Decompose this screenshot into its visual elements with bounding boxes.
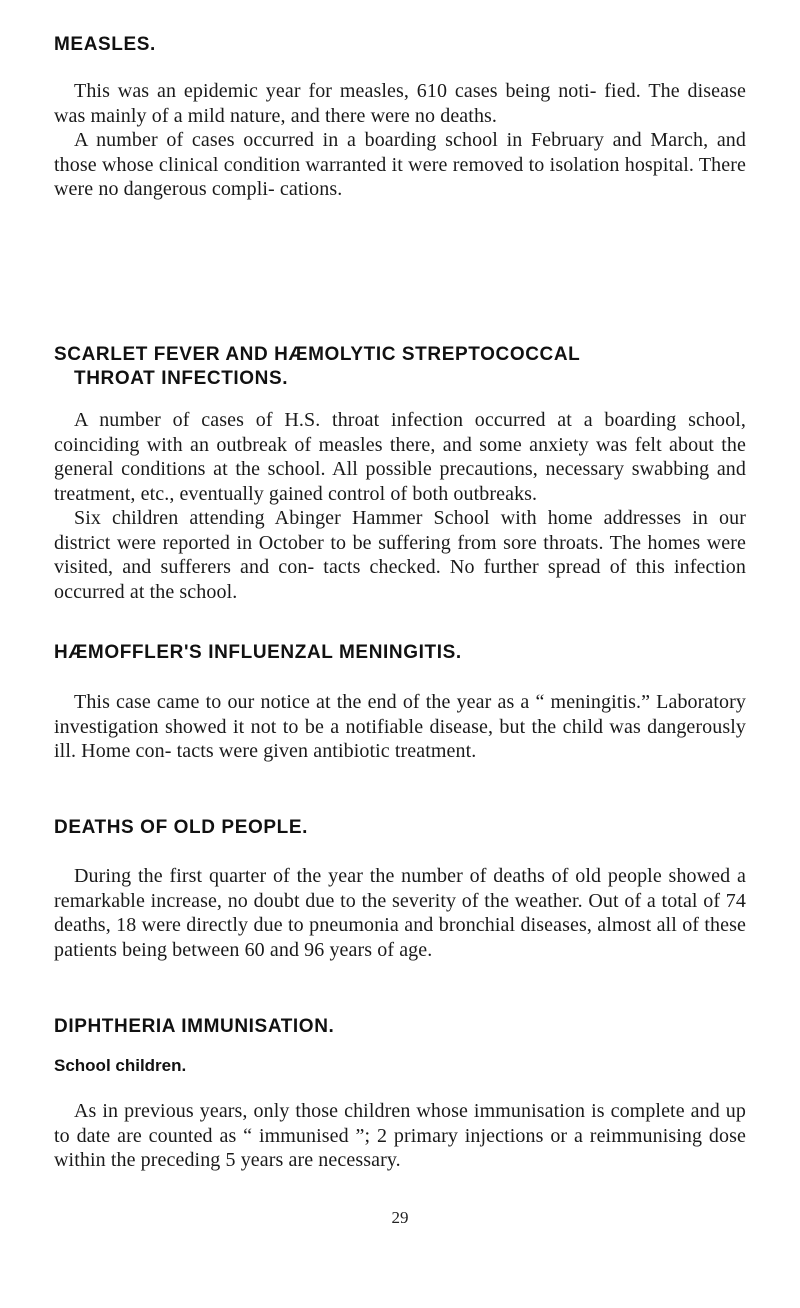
scarlet-fever-heading xyxy=(54,343,746,391)
measles-body xyxy=(54,79,746,202)
deaths-paragraph-1: During the first quarter of the year the number of deaths of old people showed a remarkable increase, no doubt due to the severity of the weather. Out of a total of 74 deaths, 18 were directly due to pneumonia and bronchial diseases, almost all of these patients being between 60 and 96 years of age. xyxy=(54,865,746,961)
deaths-body xyxy=(54,864,746,962)
scarlet-fever-heading-line-1: SCARLET FEVER AND HÆMOLYTIC STREPTOCOCCAL xyxy=(54,344,581,365)
measles-heading: MEASLES. xyxy=(54,34,156,55)
measles-paragraph-2: A number of cases occurred in a boarding school in February and March, and those whose clinical condition warranted it were removed to isolation hospital. There were no dangerous compli- cations. xyxy=(54,129,746,200)
meningitis-paragraph-1: This case came to our notice at the end of the year as a “ meningitis.” Laboratory investigation showed it not to be a notifiable disease, but the child was dangerously ill. Home con- tacts were given antibiotic treatment. xyxy=(54,691,746,762)
meningitis-heading: HÆMOFFLER'S INFLUENZAL MENINGITIS. xyxy=(54,642,462,663)
page-number: 29 xyxy=(391,1208,409,1227)
scarlet-fever-heading-line-2: THROAT INFECTIONS. xyxy=(74,368,289,389)
diphtheria-heading: DIPHTHERIA IMMUNISATION. xyxy=(54,1016,335,1037)
deaths-heading: DEATHS OF OLD PEOPLE. xyxy=(54,817,308,838)
scarlet-fever-paragraph-2: Six children attending Abinger Hammer School with home addresses in our district were reported in October to be suffering from sore throats. The homes were visited, and sufferers and con- tacts checked. No further spread of this infection occurred at the school. xyxy=(54,507,746,603)
scarlet-fever-body xyxy=(54,408,746,604)
measles-paragraph-1: This was an epidemic year for measles, 610 cases being noti- fied. The disease was mainly of a mild nature, and there were no deaths. xyxy=(54,80,746,127)
scarlet-fever-paragraph-1: A number of cases of H.S. throat infection occurred at a boarding school, coinciding with an outbreak of measles there, and some anxiety was felt about the general conditions at the school. All possible precautions, necessary swabbing and treatment, etc., eventually gained control of both outbreaks. xyxy=(54,409,746,505)
diphtheria-paragraph-1: As in previous years, only those children whose immunisation is complete and up to date are counted as “ immunised ”; 2 primary injections or a reimmunising dose within the preceding 5 years are necessary. xyxy=(54,1100,746,1171)
school-children-subheading: School children. xyxy=(54,1056,187,1075)
diphtheria-body xyxy=(54,1099,746,1173)
meningitis-body xyxy=(54,690,746,764)
